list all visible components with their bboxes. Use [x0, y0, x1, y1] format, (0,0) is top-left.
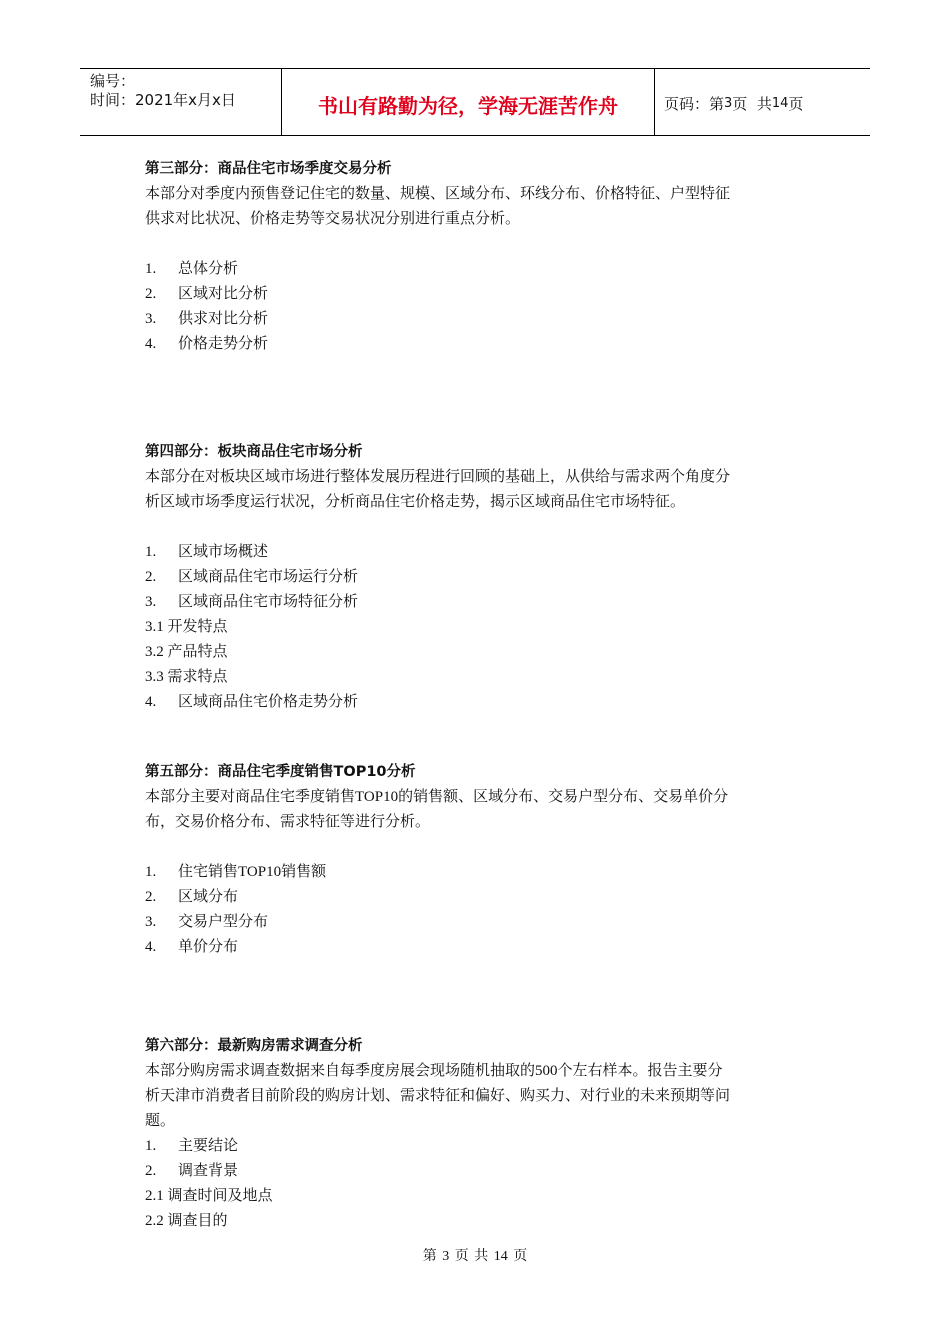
section-desc: 本部分购房需求调查数据来自每季度房展会现场随机抽取的500个左右样本。报告主要分: [145, 1063, 723, 1079]
list-item: 1. 主要结论: [145, 1138, 239, 1154]
list-item: 4. 价格走势分析: [145, 336, 269, 352]
section-desc: 本部分对季度内预售登记住宅的数量、规模、区域分布、环线分布、价格特征、户型特征: [145, 186, 731, 202]
header-page-cell: [655, 69, 870, 135]
list-item: 3.2 产品特点: [145, 644, 228, 660]
list-item: 2.1 调查时间及地点: [145, 1188, 273, 1204]
header-left-cell: [80, 69, 282, 135]
section-desc: 析区域市场季度运行状况，分析商品住宅价格走势，揭示区域商品住宅市场特征。: [145, 494, 686, 510]
list-item: 3. 交易户型分布: [145, 914, 269, 930]
page-total: 14: [771, 95, 789, 111]
list-item: 1. 总体分析: [145, 261, 239, 277]
section-title: 第五部分：商品住宅季度销售TOP10分析: [145, 764, 416, 780]
list-item: 2. 调查背景: [145, 1163, 239, 1179]
section-desc: 本部分主要对商品住宅季度销售TOP10的销售额、区域分布、交易户型分布、交易单价分: [145, 789, 729, 805]
page-end: 页: [788, 94, 804, 113]
time-label: 时间：2021年x月x日: [90, 91, 236, 109]
list-item: 2. 区域分布: [145, 889, 239, 905]
list-item: 4. 区域商品住宅价格走势分析: [145, 694, 359, 710]
section-desc: 本部分在对板块区域市场进行整体发展历程进行回顾的基础上，从供给与需求两个角度分: [145, 469, 731, 485]
list-item: 2. 区域对比分析: [145, 286, 269, 302]
section-desc: 题。: [145, 1113, 176, 1129]
page-current: 3: [724, 95, 733, 111]
section-desc: 供求对比状况、价格走势等交易状况分别进行重点分析。: [145, 211, 521, 227]
list-item: 3.3 需求特点: [145, 669, 228, 685]
list-item: 4. 单价分布: [145, 939, 239, 955]
section-title: 第四部分：板块商品住宅市场分析: [145, 444, 363, 460]
header-motto: 书山有路勤为径，学海无涯苦作舟: [282, 69, 655, 135]
section-3: [145, 157, 815, 357]
list-item: 3. 区域商品住宅市场特征分析: [145, 594, 359, 610]
section-6: [145, 1034, 815, 1234]
page-mid: 页 共: [732, 94, 772, 113]
section-desc: 析天津市消费者目前阶段的购房计划、需求特征和偏好、购买力、对行业的未来预期等问: [145, 1088, 731, 1104]
number-label: 编号：: [90, 72, 136, 90]
list-item: 1. 区域市场概述: [145, 544, 269, 560]
list-item: 2. 区域商品住宅市场运行分析: [145, 569, 359, 585]
section-title: 第三部分：商品住宅市场季度交易分析: [145, 161, 392, 177]
section-4: [145, 440, 815, 715]
list-item: 1. 住宅销售TOP10销售额: [145, 864, 327, 880]
document-body: [145, 157, 815, 1234]
header-table: [80, 68, 870, 136]
section-desc: 布，交易价格分布、需求特征等进行分析。: [145, 814, 431, 830]
section-title: 第六部分：最新购房需求调查分析: [145, 1038, 363, 1054]
list-item: 3.1 开发特点: [145, 619, 228, 635]
page-label: 页码：第: [664, 94, 725, 113]
list-item: 2.2 调查目的: [145, 1213, 228, 1229]
page-footer: 第 3 页 共 14 页: [422, 1249, 528, 1264]
list-item: 3. 供求对比分析: [145, 311, 269, 327]
section-5: [145, 760, 815, 960]
